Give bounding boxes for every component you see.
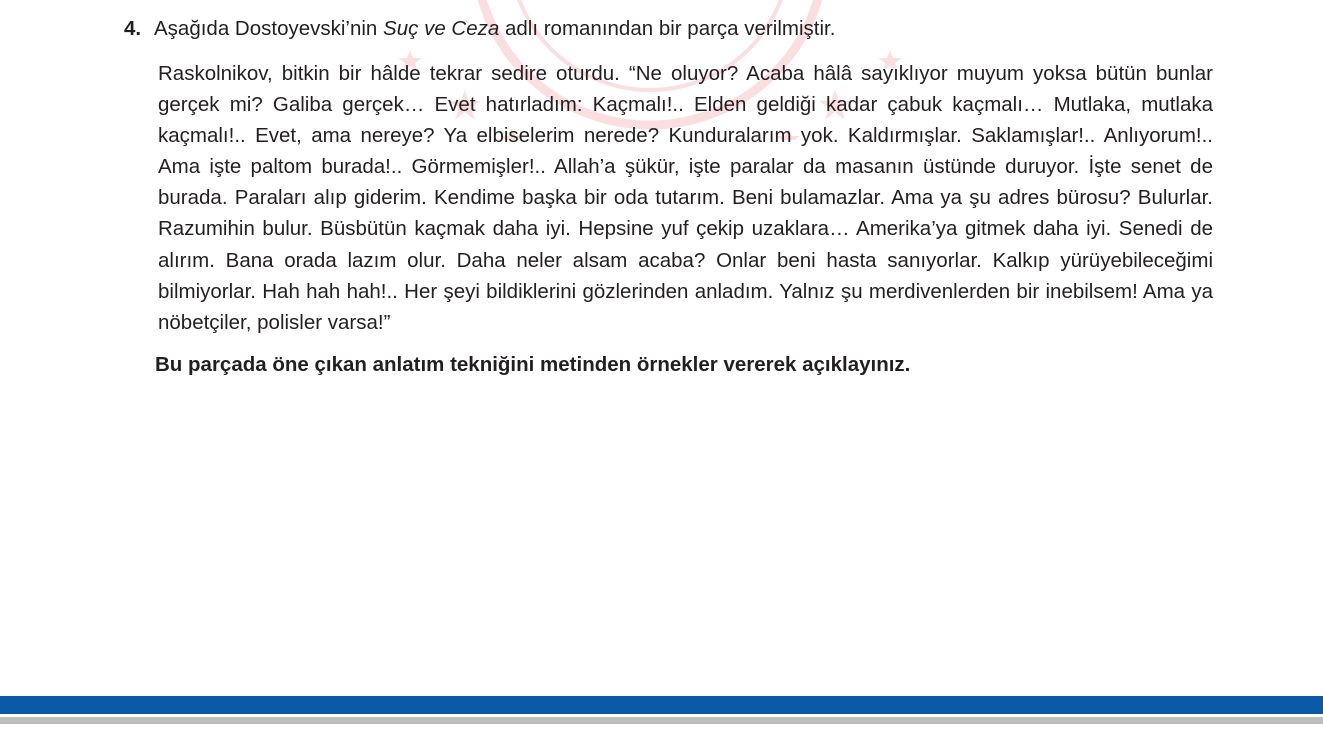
footer-blue-bar [0,696,1323,714]
question-instruction: Bu parçada öne çıkan anlatım tekniğini metinden örnekler vererek açıklayınız. [155,353,911,376]
footer-gray-bar [0,717,1323,724]
question-block [124,15,1214,43]
passage-text: Raskolnikov, bitkin bir hâlde tekrar sedire oturdu. “Ne oluyor? Acaba hâlâ sayıklıyor muyum yoksa bütün bunlar gerçek mi? Galiba gerçek… Evet hatırladım: Kaçmalı!.. Elden geldiği kadar çabuk kaçmalı… Mutlaka, mutlaka kaçmalı!.. Evet, ama nereye? Ya elbiselerim nerede? Kunduralarım yok. Kaldırmışlar. Saklamışlar!.. Anlıyorum!.. Ama işte paltom burada!.. Görmemişler!.. Allah’a şükür, işte paralar da masanın üstünde duruyor. İşte senet de burada. Paraları alıp giderim. Kendime başka bir oda tutarım. Beni bulamazlar. Ama ya şu adres bürosu? Bulurlar. Razumihin bulur. Büsbütün kaçmak daha iyi. Hepsine yuf çekip uzaklara… Amerika’ya gitmek daha iyi. Senedi de alırım. Bana orada lazım olur. Daha neler alsam acaba? Onlar beni hasta sanıyorlar. Kalkıp yürüyebileceğimi bilmiyorlar. Hah hah hah!.. Her şeyi bildiklerini gözlerinden anladım. Yalnız şu merdivenlerden bir inebilsem! Ama ya nöbetçiler, polisler varsa!” [158,62,1213,334]
question-intro-before: Aşağıda Dostoyevski’nin [154,17,384,40]
question-intro-after: adlı romanından bir parça verilmiştir. [499,17,836,40]
question-number: 4. [124,17,142,40]
question-header [124,15,1214,43]
book-title: Suç ve Ceza [383,17,500,40]
